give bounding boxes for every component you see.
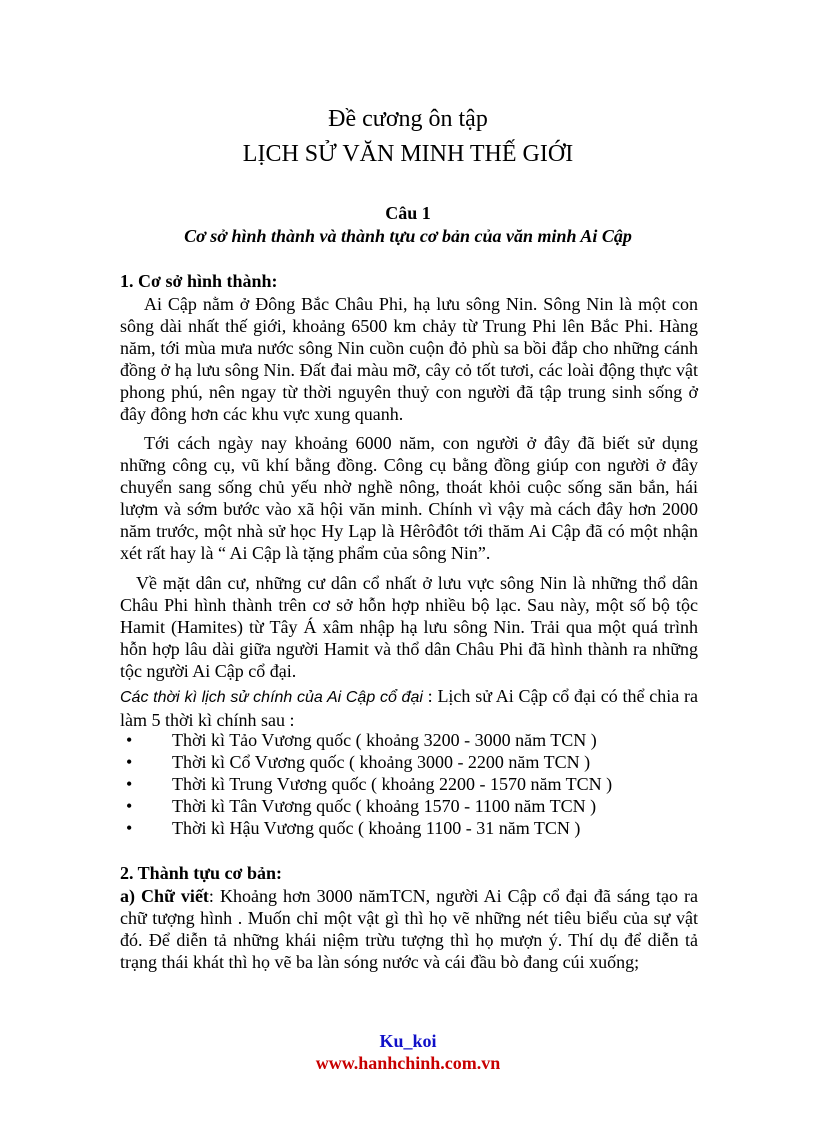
section2-heading: 2. Thành tựu cơ bản:: [120, 863, 282, 883]
footer-website-link[interactable]: www.hanhchinh.com.vn: [315, 1053, 501, 1073]
bullet-icon: •: [126, 774, 133, 794]
period-text: Thời kì Cổ Vương quốc ( khoảng 3000 - 2200 năm TCN ): [172, 752, 591, 772]
paragraph-text: Về mặt dân cư, những cư dân cổ nhất ở lưu vực sông Nin là những thổ dân Châu Phi hình thành trên cơ sở hỗn hợp nhiều bộ lạc. Sau này, một số bộ tộc Hamit (Hamites) từ Tây Á xâm nhập hạ lưu sông Nin. Trải qua một quá trình hỗn hợp lâu dài giữa người Hamit và thổ dân Châu Phi đã hình thành ra những tộc người Ai Cập cổ đại.: [120, 573, 698, 681]
list-item: [120, 817, 698, 839]
bullet-icon: •: [126, 752, 133, 772]
section1-paragraph-1: [120, 293, 698, 425]
list-item: [120, 729, 698, 751]
footer-author: Ku_koi: [379, 1031, 437, 1051]
bullet-icon: •: [126, 796, 133, 816]
doc-title-line2: LỊCH SỬ VĂN MINH THẾ GIỚI: [242, 141, 574, 167]
period-text: Thời kì Trung Vương quốc ( khoảng 2200 - 1570 năm TCN ): [172, 774, 613, 794]
list-item: [120, 751, 698, 773]
question-title: Cơ sở hình thành và thành tựu cơ bản của văn minh Ai Cập: [184, 226, 632, 246]
section1-heading: 1. Cơ sở hình thành:: [120, 271, 278, 291]
list-item: [120, 795, 698, 817]
period-text: Thời kì Tân Vương quốc ( khoảng 1570 - 1100 năm TCN ): [172, 796, 597, 816]
item-a-label: a) Chữ viết: [120, 886, 209, 906]
periods-intro-rest: : Lịch sử Ai Cập cổ đại có thể chia ra làm 5 thời kì chính sau :: [120, 686, 698, 730]
section2-item-a: [120, 885, 698, 973]
list-item: [120, 773, 698, 795]
paragraph-text: Tới cách ngày nay khoảng 6000 năm, con người ở đây đã biết sử dụng những công cụ, vũ khí bằng đồng. Công cụ bằng đồng giúp con người ở đây chuyển sang sống chủ yếu nhờ nghề nông, thoát khỏi cuộc sống săn bắn, hái lượm và sớm bước vào xã hội văn minh. Chính vì vậy mà cách đây hơn 2000 năm trước, một nhà sử học Hy Lạp là Hêrôđôt tới thăm Ai Cập đã có một nhận xét rất hay là “ Ai Cập là tặng phẩm của sông Nin”.: [120, 433, 698, 563]
doc-title-line1: Đề cương ôn tập: [328, 106, 488, 132]
periods-intro-text: [120, 685, 698, 731]
item-a-body: : Khoảng hơn 3000 nămTCN, người Ai Cập cổ đại đã sáng tạo ra chữ tượng hình . Muốn chỉ một vật gì thì họ vẽ những nét tiêu biểu của sự vật đó. Để diễn tả những khái niệm trừu tượng thì họ mượn ý. Thí dụ để diễn tả trạng thái khát thì họ vẽ ba làn sóng nước và cái đầu bò đang cúi xuống;: [120, 886, 698, 972]
bullet-icon: •: [126, 730, 133, 750]
period-text: Thời kì Hậu Vương quốc ( khoảng 1100 - 31 năm TCN ): [172, 818, 581, 838]
question-label: Câu 1: [385, 203, 431, 223]
section1-paragraph-2: [120, 432, 698, 564]
periods-intro: [120, 685, 698, 731]
period-text: Thời kì Tảo Vương quốc ( khoảng 3200 - 3000 năm TCN ): [172, 730, 597, 750]
paragraph-text: Ai Cập nằm ở Đông Bắc Châu Phi, hạ lưu sông Nin. Sông Nin là một con sông dài nhất thế giới, khoảng 6500 km chảy từ Trung Phi lên Bắc Phi. Hàng năm, tới mùa mưa nước sông Nin cuồn cuộn đỏ phù sa bồi đắp cho những cánh đồng ở hạ lưu sông Nin. Đất đai màu mỡ, cây cỏ tốt tươi, các loài động thực vật phong phú, nên ngay từ thời nguyên thuỷ con người đã tập trung sinh sống ở đây đông hơn các khu vực xung quanh.: [120, 294, 698, 424]
periods-list: [120, 729, 698, 839]
item-a-text: [120, 885, 698, 973]
section1-paragraph-3: [120, 572, 698, 682]
periods-intro-italic: Các thời kì lịch sử chính của Ai Cập cổ đại: [120, 689, 423, 706]
bullet-icon: •: [126, 818, 133, 838]
